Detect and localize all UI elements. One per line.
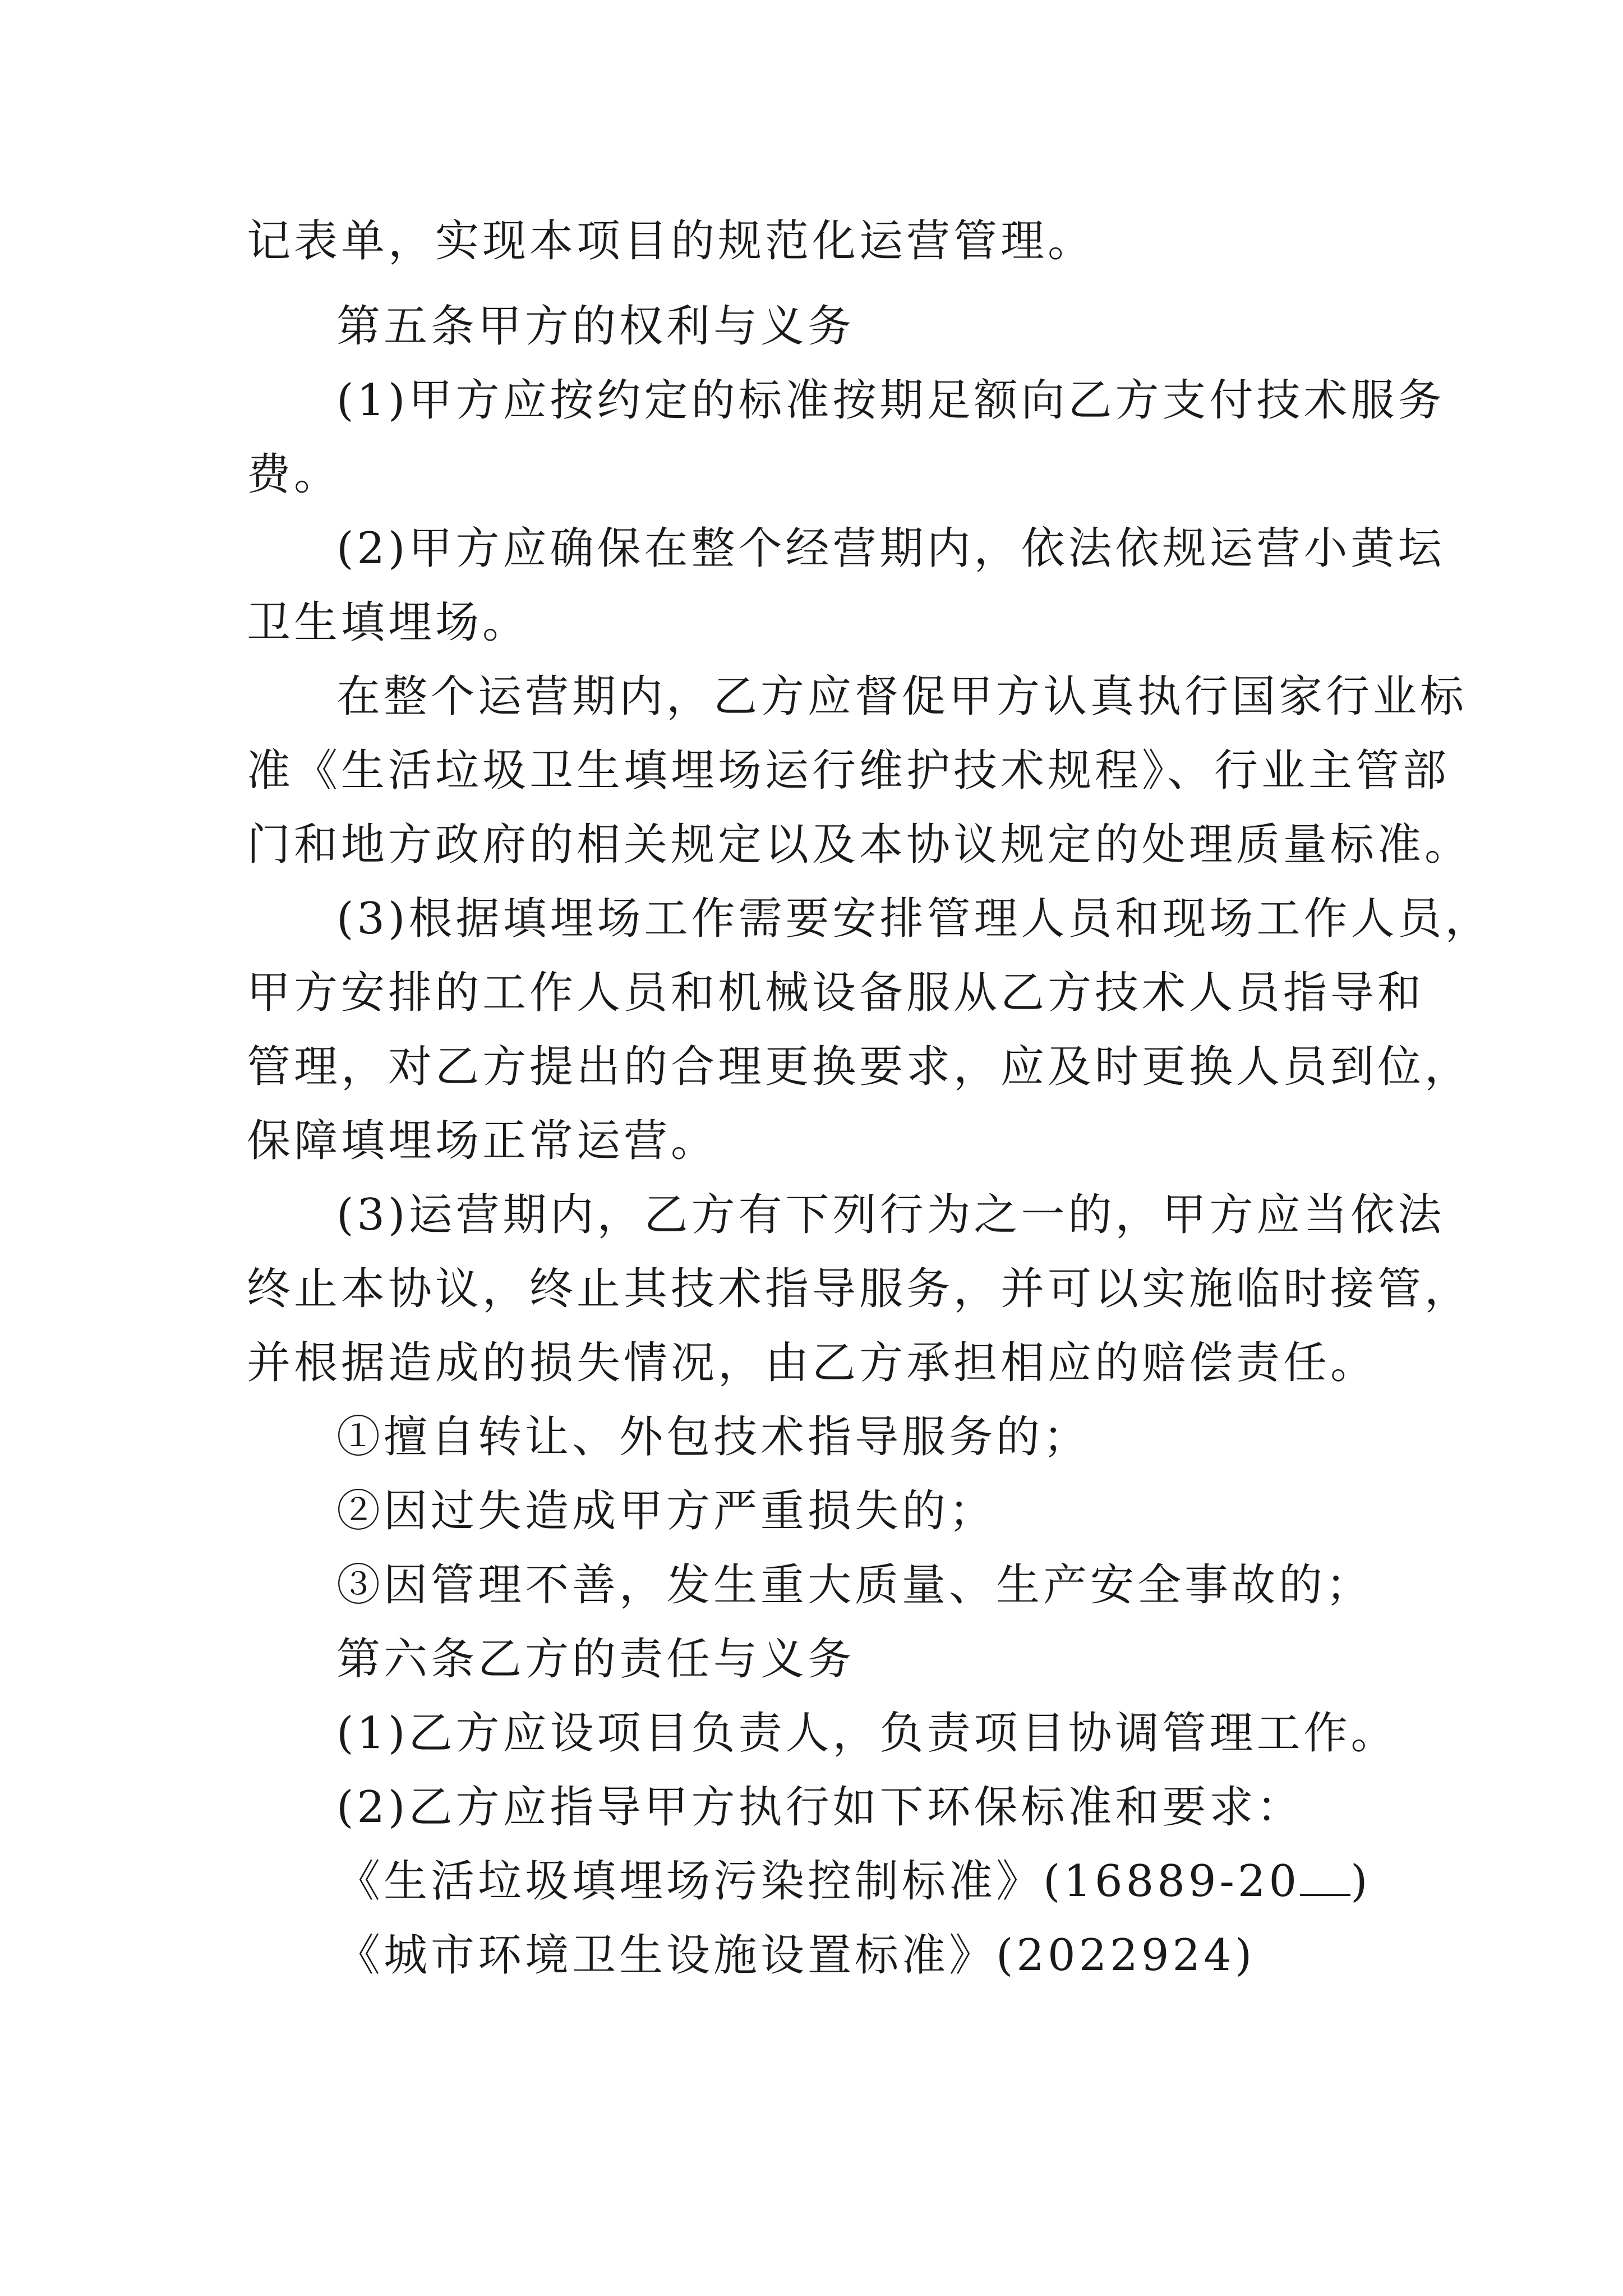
standard-line-2: 《城市环境卫生设施设置标准》(2022924)	[336, 1930, 1256, 1981]
text-line-5: (2)甲方应确保在整个经营期内，依法依规运营小黄坛	[336, 523, 1445, 574]
text-line-9: 门和地方政府的相关规定以及本协议规定的处理质量标准。	[247, 820, 1472, 870]
text-line-1: 记表单，实现本项目的规范化运营管理。	[247, 216, 1095, 266]
list-item-1: ①擅自转让、外包技术指导服务的；	[336, 1412, 1091, 1462]
text-line-22: (2)乙方应指导甲方执行如下环保标准和要求：	[336, 1782, 1304, 1833]
standard-1-close: )	[1350, 1856, 1371, 1907]
text-line-7: 在整个运营期内，乙方应督促甲方认真执行国家行业标	[336, 671, 1468, 722]
standard-line-1	[336, 1853, 1520, 1910]
text-line-21: (1)乙方应设项目负责人，负责项目协调管理工作。	[336, 1708, 1398, 1759]
text-line-8: 准《生活垃圾卫生填埋场运行维护技术规程》、行业主管部	[247, 746, 1450, 796]
text-line-13: 保障填埋场正常运营。	[247, 1116, 718, 1166]
text-line-15: 终止本协议，终止其技术指导服务，并可以实施临时接管，	[247, 1264, 1472, 1314]
text-line-10: (3)根据填埋场工作需要安排管理人员和现场工作人员，	[336, 894, 1492, 944]
text-line-3: (1)甲方应按约定的标准按期足额向乙方支付技术服务	[336, 375, 1445, 426]
text-line-11: 甲方安排的工作人员和机械设备服从乙方技术人员指导和	[247, 968, 1425, 1018]
blank-underline	[1300, 1855, 1350, 1896]
text-line-12: 管理，对乙方提出的合理更换要求，应及时更换人员到位，	[247, 1042, 1472, 1092]
list-item-2: ②因过失造成甲方严重损失的；	[336, 1486, 997, 1536]
text-line-14: (3)运营期内，乙方有下列行为之一的，甲方应当依法	[336, 1190, 1445, 1240]
text-line-6: 卫生填埋场。	[247, 597, 530, 648]
standard-1-text: 《生活垃圾填埋场污染控制标准》(16889-20	[336, 1856, 1301, 1907]
section-heading-5: 第五条甲方的权利与义务	[336, 301, 855, 352]
section-heading-6: 第六条乙方的责任与义务	[336, 1634, 855, 1685]
text-line-4: 费。	[247, 449, 342, 500]
list-item-3: ③因管理不善，发生重大质量、生产安全事故的；	[336, 1560, 1373, 1611]
text-line-16: 并根据造成的损失情况，由乙方承担相应的赔偿责任。	[247, 1338, 1378, 1388]
